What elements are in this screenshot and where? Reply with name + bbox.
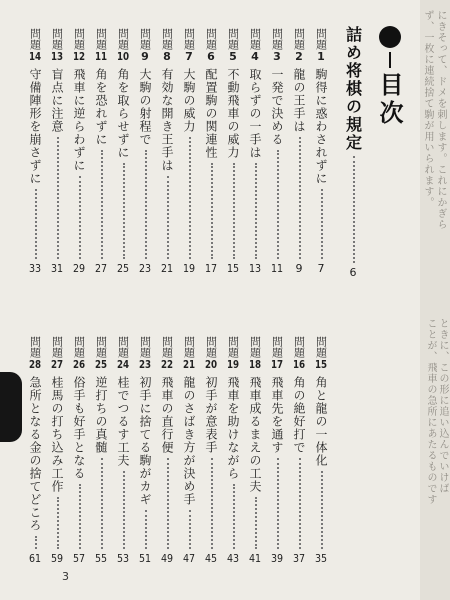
toc-entry: [222, 28, 244, 274]
entry-number: 3: [273, 51, 281, 62]
leader-dots: [189, 137, 191, 259]
leader-dots: [211, 163, 213, 259]
entry-title: 桂でつるす工夫: [116, 376, 130, 467]
entry-page: 57: [72, 553, 86, 564]
entry-page: 61: [28, 553, 42, 564]
entry-number: 6: [207, 51, 215, 62]
leader-dots: [79, 484, 81, 549]
entry-number: 8: [163, 51, 171, 62]
entry-label: 問題: [292, 336, 306, 358]
leader-dots: [167, 176, 169, 259]
toc-entry: [178, 28, 200, 274]
toc-entry: [156, 336, 178, 564]
entry-label: 問題: [182, 336, 196, 358]
toc-entry: [156, 28, 178, 274]
entry-number: 22: [160, 359, 174, 370]
entry-page: 23: [138, 263, 152, 274]
entry-page: 25: [116, 263, 130, 274]
rules-label: 詰め将棋の規定: [343, 26, 363, 152]
leader-dots: [255, 497, 257, 549]
page-number: 3: [62, 570, 69, 583]
entry-label: 問題: [314, 336, 328, 358]
leader-dots: [167, 458, 169, 549]
toc-entry: [310, 28, 332, 274]
entry-title: 角を取らせずに: [116, 68, 130, 159]
entry-label: 問題: [72, 28, 86, 50]
entry-page: 15: [226, 263, 240, 274]
entry-page: 59: [50, 553, 64, 564]
entry-page: 11: [270, 263, 284, 274]
leader-dots: [233, 163, 235, 259]
rules-page: 6: [349, 267, 357, 278]
entry-title: 守備陣形を崩さずに: [28, 68, 42, 185]
entry-label: 問題: [94, 336, 108, 358]
entry-page: 29: [72, 263, 86, 274]
entry-number: 23: [138, 359, 152, 370]
toc-entry: [266, 336, 288, 564]
entry-title: 有効な開き王手は: [160, 68, 174, 172]
toc-entry: [68, 28, 90, 274]
toc-entry: [112, 28, 134, 274]
facing-text-bottom-2: ことが、飛車の急所にあたるものです: [425, 318, 436, 505]
entry-label: 問題: [138, 28, 152, 50]
leader-dots: [255, 163, 257, 259]
toc-entry: [200, 336, 222, 564]
entry-number: 13: [50, 51, 64, 62]
entry-label: 問題: [182, 28, 196, 50]
entry-title: 角と龍の一体化: [314, 376, 328, 467]
entry-title: 飛車先を通す: [270, 376, 284, 454]
toc-entry: [90, 336, 112, 564]
leader-dots: [57, 137, 59, 259]
entry-number: 26: [72, 359, 86, 370]
entry-page: 45: [204, 553, 218, 564]
leader-dots: [123, 471, 125, 549]
entry-number: 4: [251, 51, 259, 62]
entry-title: 龍の王手は: [292, 68, 306, 133]
leader-dots: [277, 150, 279, 259]
entry-page: 55: [94, 553, 108, 564]
entry-number: 18: [248, 359, 262, 370]
entry-title: 飛車を助けながら: [226, 376, 240, 480]
page-title: 目次: [375, 72, 403, 128]
toc-heading: [372, 26, 407, 128]
entry-page: 35: [314, 553, 328, 564]
entry-label: 問題: [248, 28, 262, 50]
entry-number: 7: [185, 51, 193, 62]
entry-title: 飛車に逆らわずに: [72, 68, 86, 172]
rules-entry: [342, 26, 364, 278]
leader-dots: [321, 471, 323, 549]
leader-dots: [299, 137, 301, 259]
entry-number: 2: [295, 51, 303, 62]
leader-dots: [35, 536, 37, 549]
entry-label: 問題: [50, 28, 64, 50]
entry-title: 大駒の射程で: [138, 68, 152, 146]
leader-dots: [101, 458, 103, 549]
entry-label: 問題: [138, 336, 152, 358]
entry-page: 33: [28, 263, 42, 274]
toc-entry: [24, 28, 46, 274]
entry-page: 7: [317, 263, 325, 274]
entry-number: 25: [94, 359, 108, 370]
entry-label: 問題: [28, 336, 42, 358]
entry-title: 初手に捨てる駒がカギ: [138, 376, 152, 506]
entry-label: 問題: [116, 28, 130, 50]
toc-entry: [266, 28, 288, 274]
entry-title: 取らずの一手は: [248, 68, 262, 159]
entry-page: 9: [295, 263, 303, 274]
toc-entry: [288, 336, 310, 564]
entry-page: 39: [270, 553, 284, 564]
heading-bullet: [379, 26, 401, 48]
entry-label: 問題: [226, 28, 240, 50]
entry-number: 24: [116, 359, 130, 370]
entry-number: 19: [226, 359, 240, 370]
entry-page: 41: [248, 553, 262, 564]
leader-dots: [211, 458, 213, 549]
entry-title: 角を恐れずに: [94, 68, 108, 146]
entry-label: 問題: [116, 336, 130, 358]
facing-text-top-1: にきそって、ドメを刺します。これにかぎら: [435, 10, 446, 230]
entry-number: 1: [317, 51, 325, 62]
entry-page: 19: [182, 263, 196, 274]
leader-dots: [299, 458, 301, 549]
entry-title: 大駒の威力: [182, 68, 196, 133]
entry-page: 13: [248, 263, 262, 274]
toc-entry: [244, 28, 266, 274]
entry-title: 不動飛車の威力: [226, 68, 240, 159]
leader-dots: [277, 458, 279, 549]
entry-page: 51: [138, 553, 152, 564]
entry-number: 11: [94, 51, 108, 62]
leader-dots: [145, 510, 147, 549]
leader-dots: [189, 510, 191, 549]
entry-page: 37: [292, 553, 306, 564]
facing-text-top-2: ず、一枚に連続捨て駒が用いられます。: [422, 10, 433, 208]
entry-title: 配置駒の関連性: [204, 68, 218, 159]
entry-label: 問題: [50, 336, 64, 358]
entry-page: 27: [94, 263, 108, 274]
entry-title: 盲点に注意: [50, 68, 64, 133]
entry-number: 28: [28, 359, 42, 370]
leader-dots: [101, 150, 103, 259]
entry-title: 角の絶好打で: [292, 376, 306, 454]
entry-title: 俗手も好手となる: [72, 376, 86, 480]
entry-page: 49: [160, 553, 174, 564]
entry-label: 問題: [204, 28, 218, 50]
entry-number: 9: [141, 51, 149, 62]
entry-label: 問題: [270, 336, 284, 358]
entry-label: 問題: [226, 336, 240, 358]
toc-entry: [134, 28, 156, 274]
entry-title: 逆打ちの真髄: [94, 376, 108, 454]
entry-number: 16: [292, 359, 306, 370]
entry-number: 17: [270, 359, 284, 370]
clip-shadow: [0, 372, 22, 442]
entry-label: 問題: [72, 336, 86, 358]
entry-page: 21: [160, 263, 174, 274]
entry-title: 駒得に惑わされずに: [314, 68, 328, 185]
toc-entry: [90, 28, 112, 274]
toc-entry: [46, 28, 68, 274]
toc-entry: [288, 28, 310, 274]
entry-number: 10: [116, 51, 130, 62]
toc-entry: [178, 336, 200, 564]
entry-label: 問題: [160, 336, 174, 358]
entry-title: 龍のさばき方が決め手: [182, 376, 196, 506]
entry-label: 問題: [160, 28, 174, 50]
entry-label: 問題: [28, 28, 42, 50]
entry-title: 飛車成るまえの工夫: [248, 376, 262, 493]
entry-title: 一発で決める: [270, 68, 284, 146]
toc-entry: [134, 336, 156, 564]
entry-page: 31: [50, 263, 64, 274]
entry-number: 21: [182, 359, 196, 370]
leader-dots: [145, 150, 147, 259]
facing-page-edge: [420, 0, 450, 600]
entry-number: 12: [72, 51, 86, 62]
heading-rule: [389, 52, 391, 68]
entry-page: 17: [204, 263, 218, 274]
entry-number: 20: [204, 359, 218, 370]
entry-page: 47: [182, 553, 196, 564]
entry-title: 桂馬の打ち込み工作: [50, 376, 64, 493]
leader-dots: [233, 484, 235, 549]
toc-entry: [68, 336, 90, 564]
entry-number: 15: [314, 359, 328, 370]
entry-label: 問題: [270, 28, 284, 50]
entry-label: 問題: [292, 28, 306, 50]
leader-dots: [353, 156, 355, 263]
entry-label: 問題: [94, 28, 108, 50]
leader-dots: [57, 497, 59, 549]
entry-label: 問題: [248, 336, 262, 358]
entry-title: 急所となる金の捨てどころ: [28, 376, 42, 532]
toc-entry: [222, 336, 244, 564]
entry-title: 飛車の直行便: [160, 376, 174, 454]
toc-entry: [310, 336, 332, 564]
toc-entry: [244, 336, 266, 564]
toc-entry: [46, 336, 68, 564]
toc-entry: [200, 28, 222, 274]
leader-dots: [123, 163, 125, 259]
entry-page: 53: [116, 553, 130, 564]
entry-label: 問題: [314, 28, 328, 50]
entry-label: 問題: [204, 336, 218, 358]
entry-number: 5: [229, 51, 237, 62]
entry-number: 14: [28, 51, 42, 62]
toc-entry: [112, 336, 134, 564]
facing-text-bottom-1: ときに、この形に追い込んでいけば: [437, 318, 448, 494]
leader-dots: [321, 189, 323, 259]
leader-dots: [35, 189, 37, 259]
entry-number: 27: [50, 359, 64, 370]
entry-page: 43: [226, 553, 240, 564]
entry-title: 初手が意表手: [204, 376, 218, 454]
leader-dots: [79, 176, 81, 259]
toc-entry: [24, 336, 46, 564]
